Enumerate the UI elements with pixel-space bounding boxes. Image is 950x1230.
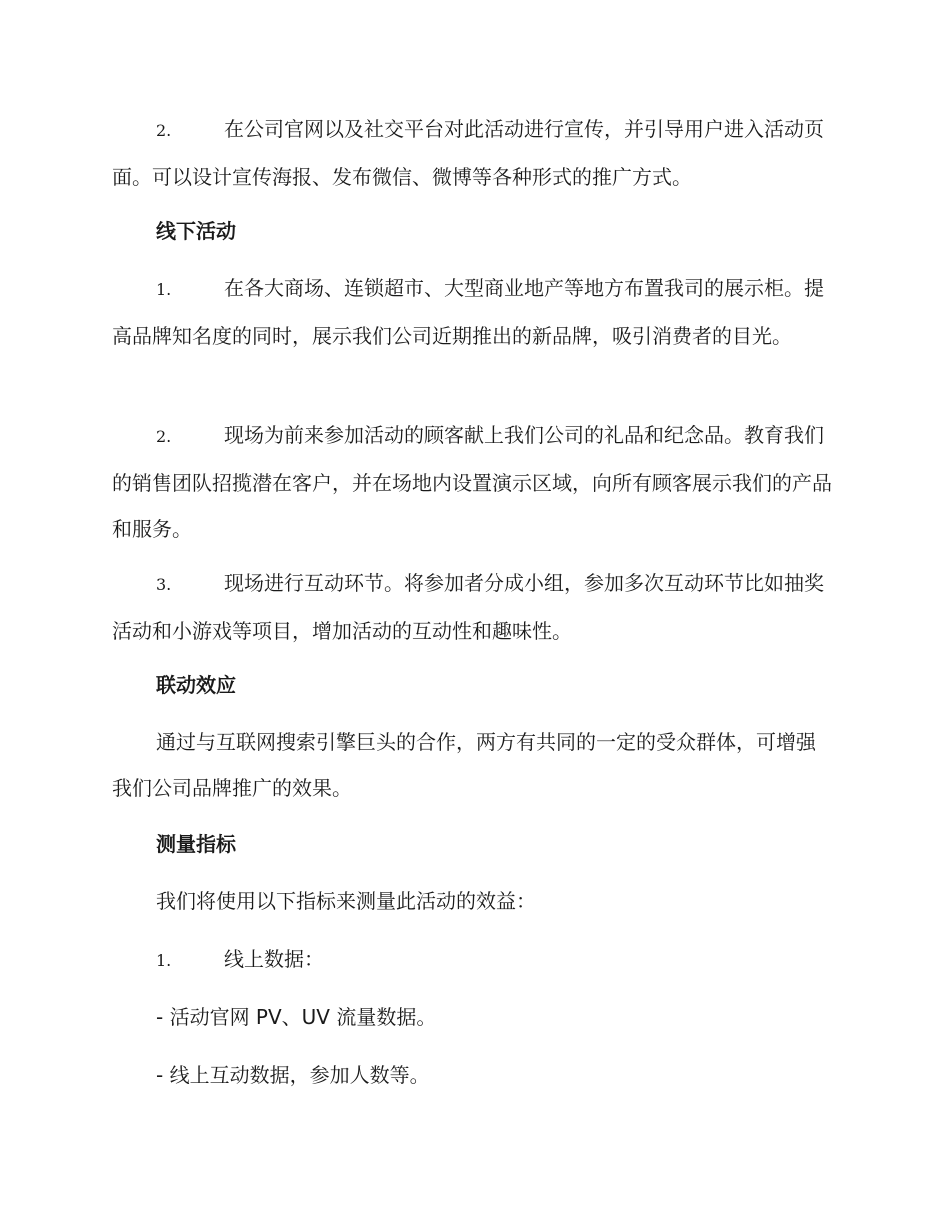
paragraph-text: 线上数据： [224,947,324,971]
list-item [112,560,834,654]
list-number: 2. [156,427,172,446]
list-item [112,412,834,552]
section-heading-offline: 线下活动 [156,219,236,243]
bullet-item: - 活动官网 PV、UV 流量数据。 [156,1005,437,1029]
section-heading-linkage: 联动效应 [156,673,236,697]
paragraph-text: 现场为前来参加活动的顾客献上我们公司的礼品和纪念品。教育我们的销售团队招揽潜在客户，并在场地内设置演示区域，向所有顾客展示我们的产品和服务。 [112,423,832,541]
bullet-item: - 线上互动数据，参加人数等。 [156,1063,430,1087]
list-item [112,106,834,200]
paragraph: 通过与互联网搜索引擎巨头的合作，两方有共同的一定的受众群体，可增强我们公司品牌推广的效果。 [112,730,816,800]
paragraph: 我们将使用以下指标来测量此活动的效益： [156,889,536,913]
list-number: 1. [156,951,172,970]
list-item [112,936,834,984]
list-item [112,265,834,359]
section-heading-metrics: 测量指标 [156,832,236,856]
paragraph-text: 现场进行互动环节。将参加者分成小组，参加多次互动环节比如抽奖活动和小游戏等项目，增加活动的互动性和趣味性。 [112,571,824,643]
list-number: 3. [156,575,172,594]
list-number: 1. [156,280,172,299]
list-number: 2. [156,121,172,140]
paragraph-text: 在各大商场、连锁超市、大型商业地产等地方布置我司的展示柜。提高品牌知名度的同时，展示我们公司近期推出的新品牌，吸引消费者的目光。 [112,276,824,348]
paragraph-text: 在公司官网以及社交平台对此活动进行宣传，并引导用户进入活动页面。可以设计宣传海报、发布微信、微博等各种形式的推广方式。 [112,117,824,189]
